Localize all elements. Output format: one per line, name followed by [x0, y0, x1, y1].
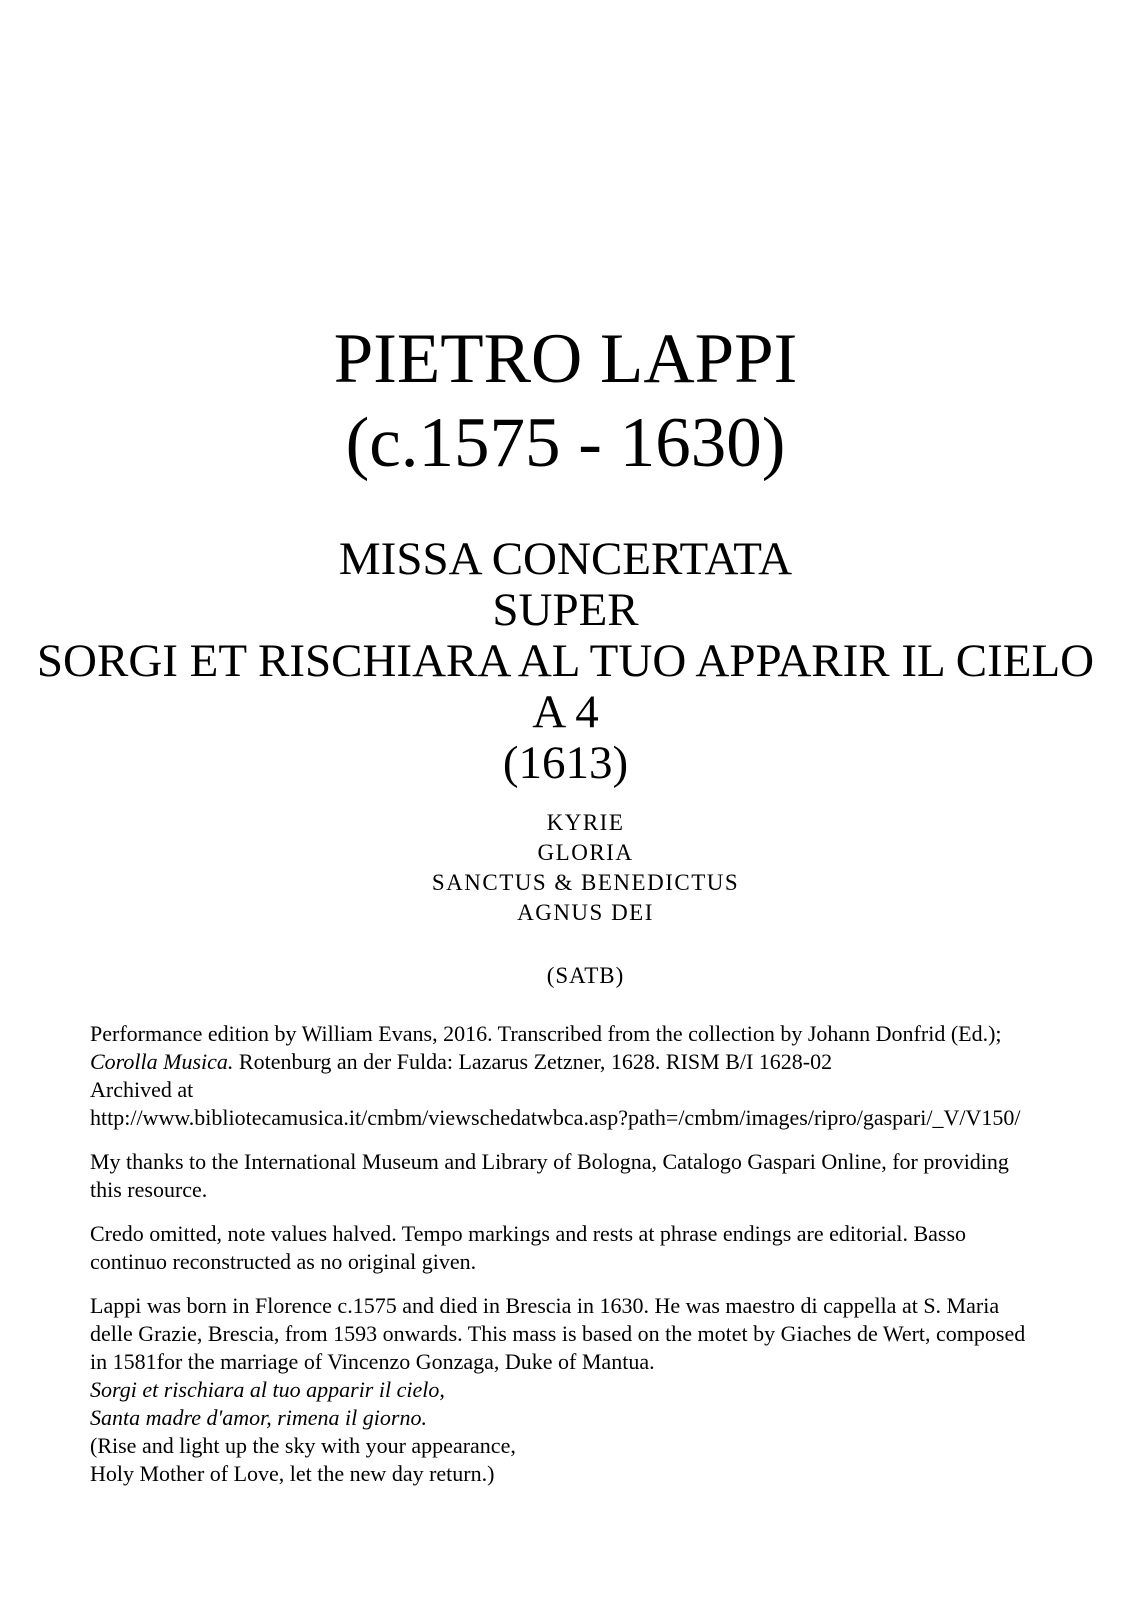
text-line: [90, 1376, 1080, 1404]
title-block: [0, 317, 1131, 485]
text-segment: this resource.: [90, 1177, 208, 1202]
text-line: [90, 1048, 1080, 1076]
work-title-block: [0, 534, 1131, 789]
text-line: [90, 1148, 1080, 1176]
text-segment: My thanks to the International Museum and Library of Bologna, Catalogo Gaspari Online, for providing: [90, 1149, 1009, 1174]
paragraph: [90, 1220, 1080, 1276]
text-line: [90, 1020, 1080, 1048]
text-segment: continuo reconstructed as no original given.: [90, 1249, 477, 1274]
text-segment: delle Grazie, Brescia, from 1593 onwards. This mass is based on the motet by Giaches de Wert, composed: [90, 1321, 1026, 1346]
work-title: MISSA CONCERTATA: [338, 533, 793, 585]
text-line: [90, 1404, 1080, 1432]
text-segment: Holy Mother of Love, let the new day return.): [90, 1461, 495, 1486]
text-line: [90, 1320, 1080, 1348]
text-segment: (Rise and light up the sky with your appearance,: [90, 1433, 516, 1458]
text-line: [90, 1432, 1080, 1460]
text-line: [90, 1292, 1080, 1320]
text-line: [90, 1348, 1080, 1376]
paragraph: [90, 1020, 1080, 1132]
text-line: [90, 1248, 1080, 1276]
paragraph: [90, 1148, 1080, 1204]
editorial-notes: [90, 1020, 1080, 1504]
text-segment: in 1581for the marriage of Vincenzo Gonzaga, Duke of Mantua.: [90, 1349, 655, 1374]
text-segment: Lappi was born in Florence c.1575 and died in Brescia in 1630. He was maestro di cappella at S. Maria: [90, 1293, 1000, 1318]
movements-list: [40, 808, 1131, 928]
text-line: [90, 1104, 1080, 1132]
movement-agnus-dei: AGNUS DEI: [517, 900, 654, 925]
text-segment: http://www.bibliotecamusica.it/cmbm/viewschedatwbca.asp?path=/cmbm/images/ripro/gaspari/_V/V150/: [90, 1105, 1021, 1130]
italic-text-segment: Santa madre d'amor, rimena il giorno.: [90, 1405, 427, 1430]
italic-text-segment: Sorgi et rischiara al tuo apparir il cielo,: [90, 1377, 445, 1402]
voicing-label: (SATB): [546, 963, 625, 988]
text-segment: Rotenburg an der Fulda: Lazarus Zetzner, 1628. RISM B/I 1628-02: [233, 1049, 833, 1074]
work-voices: A 4: [532, 686, 599, 738]
movement-gloria: GLORIA: [537, 840, 634, 865]
work-super: SUPER: [492, 584, 639, 636]
text-segment: Credo omitted, note values halved. Tempo markings and rests at phrase endings are editorial. Basso: [90, 1221, 967, 1246]
movement-kyrie: KYRIE: [546, 810, 625, 835]
work-year: (1613): [502, 737, 629, 789]
composer-dates: (c.1575 - 1630): [345, 404, 786, 482]
text-line: [90, 1460, 1080, 1488]
work-model-title: SORGI ET RISCHIARA AL TUO APPARIR IL CIELO: [36, 635, 1095, 687]
composer-name: PIETRO LAPPI: [333, 320, 798, 398]
text-line: [90, 1176, 1080, 1204]
italic-text-segment: Corolla Musica.: [90, 1049, 234, 1074]
text-line: [90, 1220, 1080, 1248]
text-line: [90, 1076, 1080, 1104]
paragraph: [90, 1292, 1080, 1488]
movement-sanctus-benedictus: SANCTUS & BENEDICTUS: [431, 870, 740, 895]
text-segment: Archived at: [90, 1077, 194, 1102]
text-segment: Performance edition by William Evans, 2016. Transcribed from the collection by Johann Donfrid (Ed.);: [90, 1021, 1002, 1046]
